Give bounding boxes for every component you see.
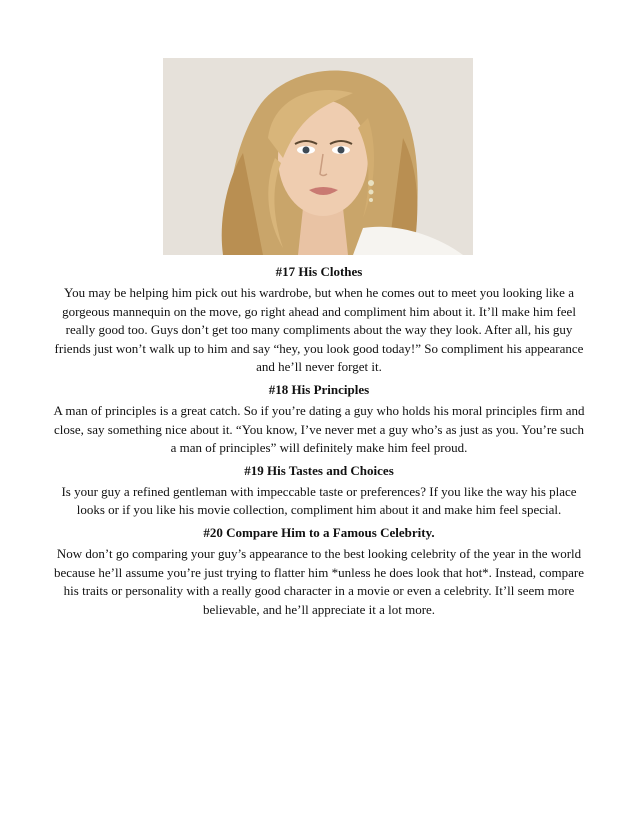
section-body-17: You may be helping him pick out his wardrobe, but when he comes out to meet you looking like a gorgeous mannequin on the move, go right ahead and compliment him about it. It’ll make him feel really good too. Guys don’t get too many compliments about the way they look. After all, his guy friends just won’t walk up to him and say “hey, you look good today!” So compliment his appearance and he’ll never forget it. — [54, 285, 584, 375]
section-body-19: Is your guy a refined gentleman with impeccable taste or preferences? If you like the way his place looks or if you like his movie collection, compliment him about it and make him feel special. — [61, 483, 577, 518]
article-body — [52, 262, 586, 622]
section-heading-17: #17 His Clothes — [275, 264, 363, 279]
section-heading-19: #19 His Tastes and Choices — [244, 462, 394, 478]
section-body-20: Now don’t go comparing your guy’s appearance to the best looking celebrity of the year in the world because he’ll assume you’re just trying to flatter him *unless he does look that hot*. Instead, compare his traits or personality with a really good character in a movie or even a celebrity. It’ll seem more believable, and he’ll appreciate it a lot more. — [54, 545, 584, 617]
section-body-18: A man of principles is a great catch. So if you’re dating a guy who holds his moral principles firm and close, say something nice about it. “You know, I’ve never met a guy who’s as just as you. You’re such a man of principles” will definitely make him feel proud. — [53, 402, 585, 456]
section-heading-20: #20 Compare Him to a Famous Celebrity. — [203, 524, 435, 540]
portrait-illustration — [163, 58, 473, 255]
portrait-photo — [163, 58, 473, 255]
section-heading-18: #18 His Principles — [268, 381, 370, 397]
